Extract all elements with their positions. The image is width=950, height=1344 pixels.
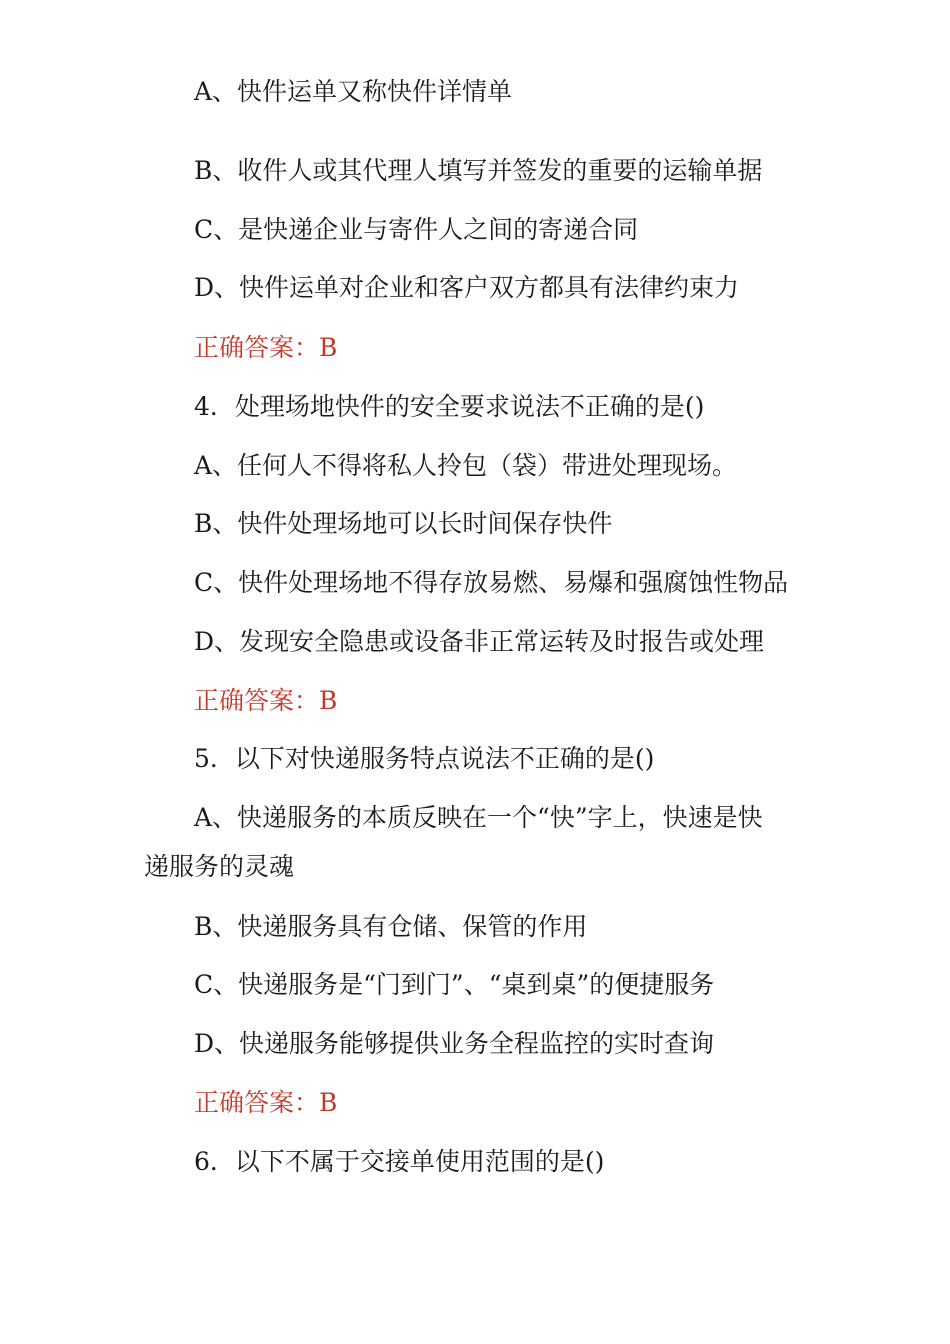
answer-q3: 正确答案：B: [194, 333, 338, 362]
option-c-q3: C、是快递企业与寄件人之间的寄递合同: [194, 215, 639, 244]
question-5: 5．以下对快递服务特点说法不正确的是(): [194, 744, 655, 773]
option-d-q3: D、快件运单对企业和客户双方都具有法律约束力: [194, 273, 740, 302]
option-b-q3: B、收件人或其代理人填写并签发的重要的运输单据: [194, 156, 763, 185]
option-b-q5: B、快递服务具有仓储、保管的作用: [194, 912, 588, 941]
question-4: 4．处理场地快件的安全要求说法不正确的是(): [194, 392, 705, 421]
option-a-q4: A、任何人不得将私人拎包（袋）带进处理现场。: [194, 451, 738, 480]
option-c-q4: C、快件处理场地不得存放易燃、易爆和强腐蚀性物品: [194, 568, 789, 597]
option-d-q4: D、发现安全隐患或设备非正常运转及时报告或处理: [194, 627, 765, 656]
option-a-q5-continuation: 递服务的灵魂: [144, 852, 295, 881]
option-a-q3: A、快件运单又称快件详情单: [194, 77, 513, 106]
answer-q4: 正确答案：B: [194, 686, 338, 715]
option-a-q5: A、快递服务的本质反映在一个“快”字上，快速是快: [194, 803, 763, 832]
question-6: 6．以下不属于交接单使用范围的是(): [194, 1147, 605, 1176]
answer-q5: 正确答案：B: [194, 1088, 338, 1117]
option-d-q5: D、快递服务能够提供业务全程监控的实时查询: [194, 1029, 715, 1058]
option-c-q5: C、快递服务是“门到门”、“桌到桌”的便捷服务: [194, 970, 715, 999]
option-b-q4: B、快件处理场地可以长时间保存快件: [194, 509, 613, 538]
